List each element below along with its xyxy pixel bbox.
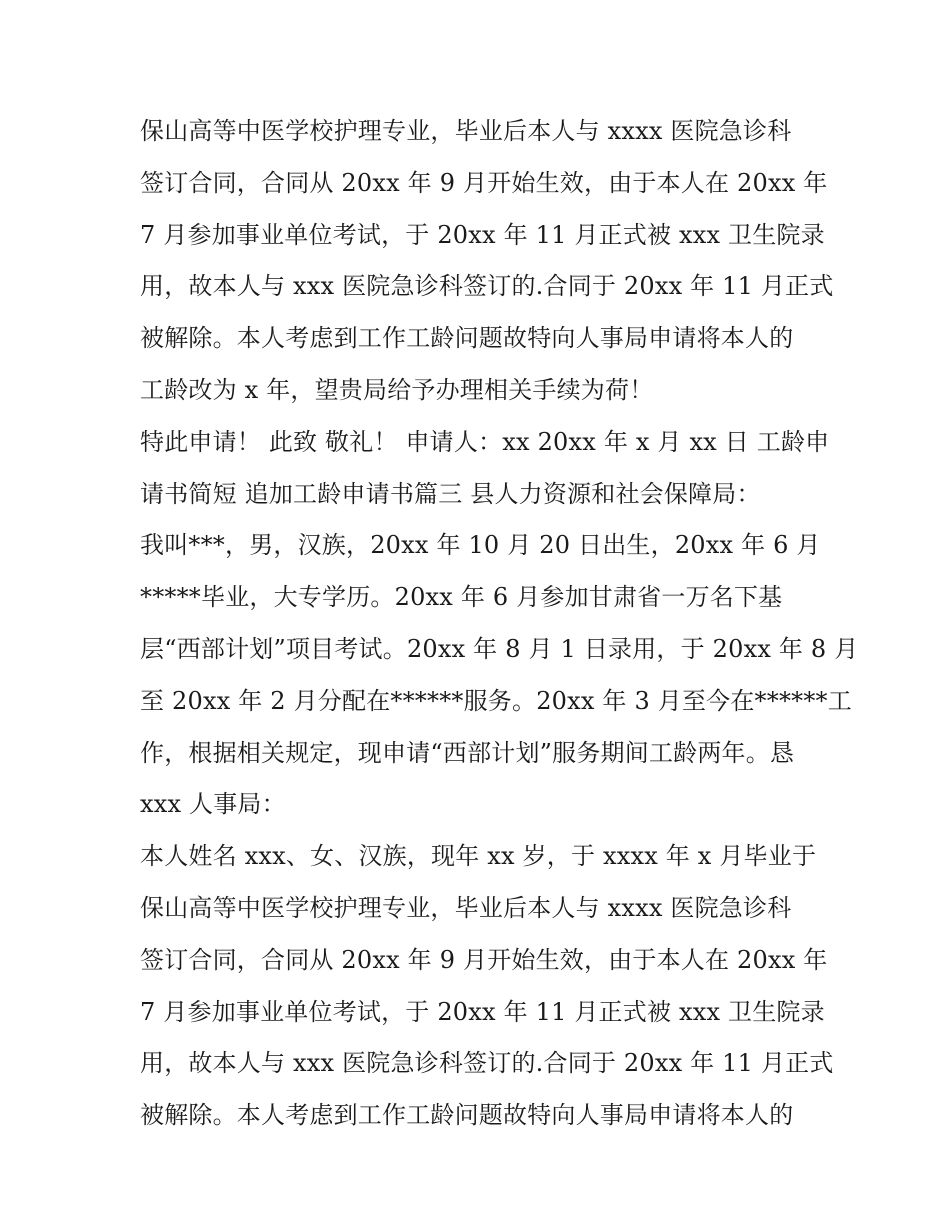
text-line: 签订合同，合同从 20xx 年 9 月开始生效，由于本人在 20xx 年: [140, 945, 828, 974]
text-line: xxx 人事局：: [140, 790, 286, 819]
text-line: 特此申请！ 此致 敬礼！ 申请人：xx 20xx 年 x 月 xx 日 工龄申: [140, 427, 830, 456]
text-line: 本人姓名 xxx、女、汉族，现年 xx 岁，于 xxxx 年 x 月毕业于: [140, 842, 817, 871]
text-line: 工龄改为 x 年，望贵局给予办理相关手续为荷！: [140, 375, 654, 404]
text-line: 作，根据相关规定，现申请“西部计划”服务期间工龄两年。恳: [140, 738, 795, 767]
text-line: 签订合同，合同从 20xx 年 9 月开始生效，由于本人在 20xx 年: [140, 168, 828, 197]
text-line: 7 月参加事业单位考试，于 20xx 年 11 月正式被 xxx 卫生院录: [140, 997, 825, 1026]
text-line: 层“西部计划”项目考试。20xx 年 8 月 1 日录用，于 20xx 年 8 月: [140, 634, 859, 663]
text-line: 保山高等中医学校护理专业，毕业后本人与 xxxx 医院急诊科: [140, 117, 792, 145]
text-line: 用，故本人与 xxx 医院急诊科签订的.合同于 20xx 年 11 月正式: [140, 1049, 834, 1078]
text-line: 至 20xx 年 2 月分配在******服务。20xx 年 3 月至今在******工: [140, 686, 852, 715]
text-line: 请书简短 追加工龄申请书篇三 县人力资源和社会保障局：: [140, 479, 761, 508]
text-line: 我叫***，男，汉族，20xx 年 10 月 20 日出生，20xx 年 6 月: [140, 531, 821, 560]
document-body: [140, 106, 859, 1142]
text-line: 7 月参加事业单位考试，于 20xx 年 11 月正式被 xxx 卫生院录: [140, 220, 825, 249]
text-line: 用，故本人与 xxx 医院急诊科签订的.合同于 20xx 年 11 月正式: [140, 272, 834, 301]
text-line: 被解除。本人考虑到工作工龄问题故特向人事局申请将本人的: [140, 324, 794, 353]
text-line: 被解除。本人考虑到工作工龄问题故特向人事局申请将本人的: [140, 1101, 794, 1130]
text-line: 保山高等中医学校护理专业，毕业后本人与 xxxx 医院急诊科: [140, 893, 792, 922]
text-line: *****毕业，大专学历。20xx 年 6 月参加甘肃省一万名下基: [140, 583, 783, 612]
